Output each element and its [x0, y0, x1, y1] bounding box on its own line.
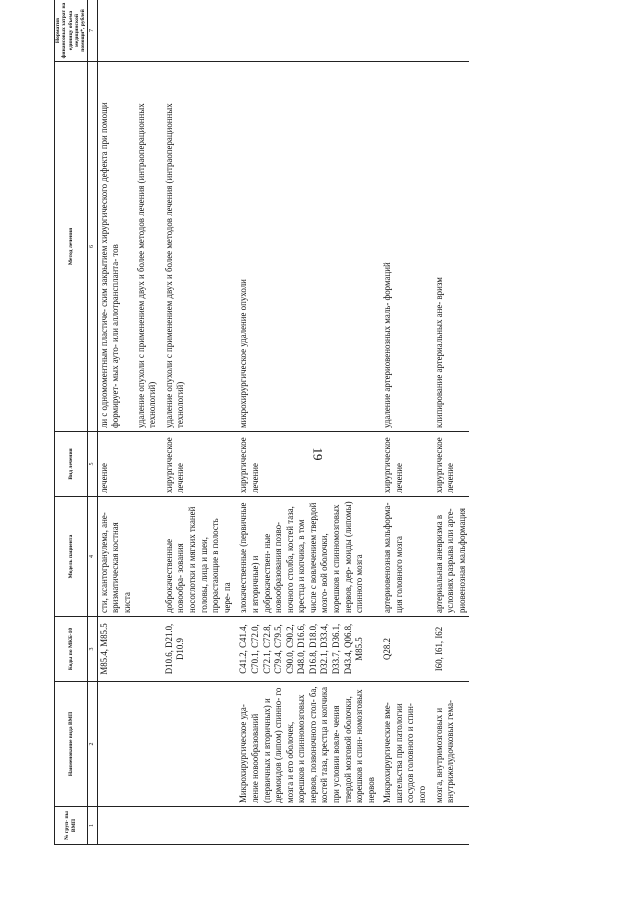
table-row — [433, 0, 470, 845]
header-cost: Норматив финансовых затрат на единицу объема медицинской помощи*, рублей — [55, 0, 88, 62]
treatment-cell: хирургическое лечение — [381, 432, 429, 497]
header-row — [55, 0, 88, 845]
group-cell — [97, 807, 160, 845]
codes-cell: C41.2, C41.4, C70.1, C72.0, C72.1, C72.8, C79.4, C79.5, C90.0, C90.2, D48.0, D16.6, D16.8, D18.0, D32.1, D33.4, D33.7, D36.1, D43.4, Q06.8, M85.5 — [237, 617, 378, 682]
page-number: 19 — [310, 447, 326, 461]
header-codes: Коды по МКБ-10 — [55, 617, 88, 682]
name-cell — [163, 682, 234, 807]
method-cell: микрохирургическое удаление опухоли — [237, 62, 378, 432]
services-table — [54, 0, 469, 845]
method-cell: удаление опухоли с применением двух и более методов лечения (интраоперационных технологий) — [163, 62, 234, 432]
header-treatment: Вид лечения — [55, 432, 88, 497]
column-number: 6 — [87, 62, 97, 432]
cost-cell — [163, 0, 234, 62]
model-cell: злокачественные (первичные и вторичные) и доброкачествен- ные новообразования позво- ночного столба, костей таза, крестца и копчика, в том числе с вовлечением твердой мозго- вой оболочки, корешков и спинномозговых нервов, дер- моиды (липомы) спинного мозга — [237, 497, 378, 617]
cost-cell — [381, 0, 429, 62]
column-number: 3 — [87, 617, 97, 682]
cost-cell — [237, 0, 378, 62]
cost-cell — [433, 0, 470, 62]
column-number: 1 — [87, 807, 97, 845]
model-cell: артериальная аневризма в условиях разрыва или арте- риовенозная мальформация — [433, 497, 470, 617]
treatment-cell: хирургическое лечение — [237, 432, 378, 497]
column-number: 4 — [87, 497, 97, 617]
name-cell — [97, 682, 160, 807]
name-cell: Микрохирургическое уда- ление новообразований (первичных и вторичных) и дермоидов (липом) спинно- го мозга и его оболочек, корешков и спинномозговых нервов, позвоночного стол- ба, костей таза, крестца и копчика при условии вовле- чения твердой мозговой оболочки, корешков и спин- номозговых нервов — [237, 682, 378, 807]
method-cell: клипирование артериальных ане- вризм — [433, 62, 470, 432]
rotated-table-container — [54, 0, 640, 845]
table-row — [381, 0, 429, 845]
codes-cell: Q28.2 — [381, 617, 429, 682]
header-model: Модель пациента — [55, 497, 88, 617]
table-row — [163, 0, 234, 845]
header-group: № груп- пы ВМП — [55, 807, 88, 845]
table-row — [237, 0, 378, 845]
treatment-cell: лечение — [97, 432, 160, 497]
codes-cell: M85.4, M85.5 — [97, 617, 160, 682]
column-number: 7 — [87, 0, 97, 62]
column-number-row — [87, 0, 97, 845]
model-cell: сти, ксантогранулема, ане- вризматическая костная киста — [97, 497, 160, 617]
group-cell — [163, 807, 234, 845]
codes-cell: D10.6, D21.0, D10.9 — [163, 617, 234, 682]
method-text: ли с одномоментным пластиче- ским закрытием хирургического дефекта при помощи формирует- мых ауто- или аллотранспланта- тов — [98, 102, 121, 428]
treatment-cell: хирургическое лечение — [163, 432, 234, 497]
treatment-cell: хирургическое лечение — [433, 432, 470, 497]
codes-cell: I60, I61, I62 — [433, 617, 470, 682]
method-text: удаление опухоли с применением двух и более методов лечения (интраоперационных технологий) — [135, 103, 158, 428]
table-row — [97, 0, 160, 845]
group-cell — [237, 807, 378, 845]
method-cell: удаление артериовенозных маль- формаций — [381, 62, 429, 432]
group-cell — [381, 807, 429, 845]
group-cell — [433, 807, 470, 845]
model-cell: артериовенозная мальформа- ция головного мозга — [381, 497, 429, 617]
header-name: Наименование вида ВМП — [55, 682, 88, 807]
header-method: Метод лечения — [55, 62, 88, 432]
method-cell — [97, 62, 160, 432]
name-cell: мозга, внутримозговых и внутрижелудочковых гема- — [433, 682, 470, 807]
name-cell: Микрохирургические вме- шательства при патологии сосудов головного и спин- ного — [381, 682, 429, 807]
cost-cell — [97, 0, 160, 62]
column-number: 2 — [87, 682, 97, 807]
model-cell: доброкачественные новообра- зования носоглотки и мягких тканей головы, лица и шеи, прорастающие в полость чере- па — [163, 497, 234, 617]
column-number: 5 — [87, 432, 97, 497]
